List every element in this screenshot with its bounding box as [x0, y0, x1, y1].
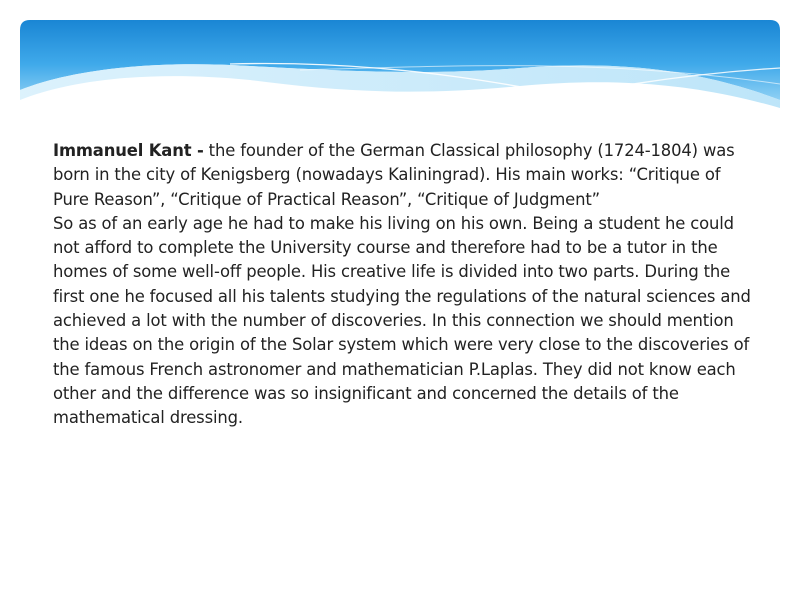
paragraph-biography: So as of an early age he had to make his living on his own. Being a student he could not afford to complete the University course and therefore had to be a tutor in the homes of some well-off people. His creative life is divided into two parts. During the first one he focused all his talents studying the regulations of the natural sciences and achieved a lot with the number of discoveries. In this connection we should mention the ideas on the origin of the Solar system which were very close to the discoveries of the famous French astronomer and mathematician P.Laplas. They did not know each other and the difference was so insignificant and concerned the details of the mathematical dressing. [53, 213, 751, 428]
person-name: Immanuel Kant - [53, 141, 204, 160]
intro-text: the founder of the German Classical philosophy (1724-1804) was born in the city of Kenigsberg (nowadays Kaliningrad). His main works: “Critique of Pure Reason”, “Critique of Practical Reason”, “Critique of Judgment” [53, 141, 735, 209]
paragraph-intro [53, 139, 753, 212]
body-text [53, 139, 753, 431]
header-wave-decoration [0, 0, 800, 150]
